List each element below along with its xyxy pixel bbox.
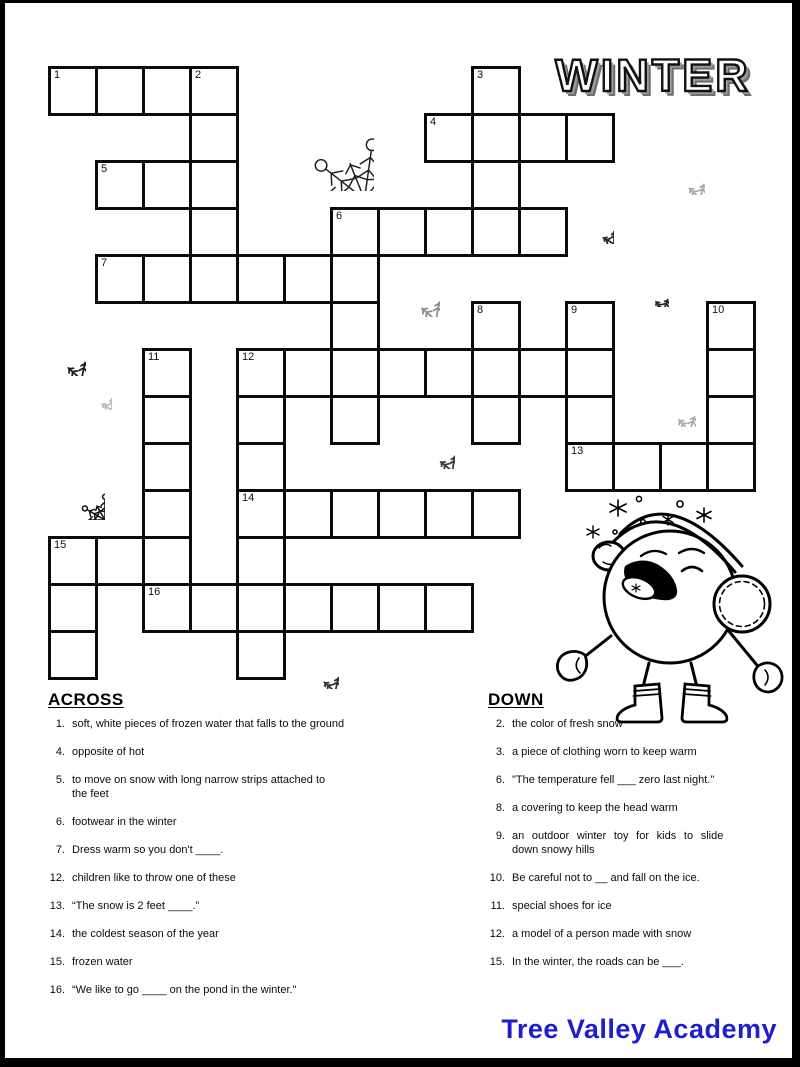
clue-text: to move on snow with long narrow strips attached to the feet [72,774,326,800]
grid-cell[interactable] [471,66,521,116]
grid-cell[interactable] [48,536,98,586]
grid-cell[interactable] [236,583,286,633]
clue-number: 12. [489,928,505,940]
clue-text: an outdoor winter toy for kids to slide down snowy hills [512,830,724,856]
grid-cell[interactable] [471,207,521,257]
grid-cell[interactable] [565,442,615,492]
across-clues-section [44,690,396,1011]
grid-cell[interactable] [283,348,333,398]
grid-cell[interactable] [142,254,192,304]
clue-text: “We like to go ____ on the pond in the winter." [72,984,297,996]
grid-cell[interactable] [189,207,239,257]
clue-text: In the winter, the roads can be ___. [512,956,684,968]
clue-text: a piece of clothing worn to keep warm [512,746,697,758]
clue-number: 9. [495,830,505,842]
grid-cell[interactable] [189,254,239,304]
grid-cell[interactable] [706,395,756,445]
cell-number: 5 [101,163,108,175]
grid-cell[interactable] [48,66,98,116]
grid-cell[interactable] [189,66,239,116]
grid-cell[interactable] [142,395,192,445]
down-clue-list [484,717,768,969]
grid-cell[interactable] [95,66,145,116]
cell-number: 16 [148,586,161,598]
brand-logo-text: Tree Valley Academy [501,1014,777,1044]
grid-cell[interactable] [236,489,286,539]
grid-cell[interactable] [424,489,474,539]
clue-item [44,983,396,997]
clue-text: footwear in the winter [72,816,177,828]
grid-cell[interactable] [142,489,192,539]
clue-item [44,815,396,829]
clue-item [44,955,396,969]
clue-number: 15. [489,956,505,968]
grid-cell[interactable] [565,395,615,445]
grid-cell[interactable] [471,301,521,351]
grid-cell[interactable] [283,254,333,304]
across-clue-list [44,717,396,997]
clue-text: frozen water [72,956,133,968]
cell-number: 12 [242,351,255,363]
down-heading: DOWN [488,690,544,709]
clue-item [484,801,768,815]
grid-cell[interactable] [330,207,380,257]
cell-number: 13 [571,445,584,457]
grid-cell[interactable] [283,489,333,539]
grid-cell[interactable] [330,583,380,633]
grid-cell[interactable] [142,66,192,116]
grid-cell[interactable] [377,207,427,257]
clue-item [44,927,396,941]
grid-cell[interactable] [424,207,474,257]
cell-number: 3 [477,69,484,81]
cell-number: 2 [195,69,202,81]
grid-cell[interactable] [565,113,615,163]
grid-cell[interactable] [236,395,286,445]
clue-text: the color of fresh snow [512,718,623,730]
grid-cell[interactable] [471,113,521,163]
clue-item [44,871,396,885]
clue-number: 8. [495,802,505,814]
clue-item [44,899,396,913]
cell-number: 4 [430,116,437,128]
grid-cell[interactable] [330,395,380,445]
grid-cell[interactable] [330,489,380,539]
clue-number: 2. [495,718,505,730]
cell-number: 9 [571,304,578,316]
clue-text: the coldest season of the year [72,928,219,940]
clue-text: Be careful not to __ and fall on the ice. [512,872,700,884]
down-clues-section [484,690,768,983]
cell-number: 7 [101,257,108,269]
clue-number: 14. [49,928,65,940]
clue-text: children like to throw one of these [72,872,236,884]
clue-number: 7. [55,844,65,856]
grid-cell[interactable] [142,348,192,398]
grid-cell[interactable] [706,442,756,492]
grid-cell[interactable] [189,113,239,163]
grid-cell[interactable] [471,395,521,445]
clue-item [484,927,768,941]
clue-item [44,717,396,731]
grid-cell[interactable] [142,536,192,586]
clue-item [484,955,768,969]
grid-cell[interactable] [565,348,615,398]
grid-cell[interactable] [48,583,98,633]
clue-number: 12. [49,872,65,884]
clue-text: a model of a person made with snow [512,928,692,940]
grid-cell[interactable] [565,301,615,351]
clue-number: 6. [495,774,505,786]
clue-text: “The snow is 2 feet ____.” [72,900,200,912]
grid-cell[interactable] [48,630,98,680]
clue-number: 15. [49,956,65,968]
grid-cell[interactable] [236,630,286,680]
grid-cell[interactable] [377,348,427,398]
grid-cell[interactable] [518,207,568,257]
clue-item [484,745,768,759]
clue-number: 10. [489,872,505,884]
grid-cell[interactable] [518,113,568,163]
cell-number: 10 [712,304,725,316]
cell-number: 11 [148,351,160,363]
grid-cell[interactable] [377,489,427,539]
grid-cell[interactable] [236,254,286,304]
clue-item [484,717,768,731]
grid-cell[interactable] [330,254,380,304]
grid-cell[interactable] [189,160,239,210]
grid-cell[interactable] [706,301,756,351]
grid-cell[interactable] [706,348,756,398]
grid-cell[interactable] [283,583,333,633]
page-title: WINTER [555,50,751,101]
clue-number: 13. [49,900,65,912]
clue-number: 3. [495,746,505,758]
clue-number: 4. [55,746,65,758]
grid-cell[interactable] [95,536,145,586]
clue-number: 1. [55,718,65,730]
grid-cell[interactable] [518,348,568,398]
grid-cell[interactable] [95,160,145,210]
cell-number: 6 [336,210,343,222]
clue-number: 16. [49,984,65,996]
cell-number: 8 [477,304,484,316]
clue-item [484,773,768,787]
clue-item [44,745,396,759]
cell-number: 15 [54,539,67,551]
grid-cell[interactable] [471,160,521,210]
grid-cell[interactable] [659,442,709,492]
clue-number: 6. [55,816,65,828]
grid-cell[interactable] [142,442,192,492]
grid-cell[interactable] [424,348,474,398]
grid-cell[interactable] [471,348,521,398]
cell-number: 14 [242,492,255,504]
grid-cell[interactable] [330,301,380,351]
grid-cell[interactable] [236,348,286,398]
grid-cell[interactable] [471,489,521,539]
grid-cell[interactable] [95,254,145,304]
cell-number: 1 [54,69,61,81]
clue-text: a covering to keep the head warm [512,802,678,814]
grid-cell[interactable] [424,113,474,163]
clue-text: "The temperature fell ___ zero last night." [512,774,715,786]
clue-item [44,773,396,801]
clue-text: Dress warm so you don't ____. [72,844,224,856]
grid-cell[interactable] [189,583,239,633]
clue-text: special shoes for ice [512,900,612,912]
across-heading: ACROSS [48,690,124,709]
clue-item [484,871,768,885]
grid-cell[interactable] [142,583,192,633]
grid-cell[interactable] [142,160,192,210]
grid-cell[interactable] [236,536,286,586]
clue-text: soft, white pieces of frozen water that falls to the ground [72,718,345,730]
grid-cell[interactable] [330,348,380,398]
grid-cell[interactable] [612,442,662,492]
clue-text: opposite of hot [72,746,145,758]
clue-item [44,843,396,857]
clue-number: 5. [55,774,65,786]
grid-cell[interactable] [236,442,286,492]
grid-cell[interactable] [377,583,427,633]
clue-item [484,899,768,913]
grid-cell[interactable] [424,583,474,633]
clue-number: 11. [490,900,505,912]
clue-item [484,829,768,857]
